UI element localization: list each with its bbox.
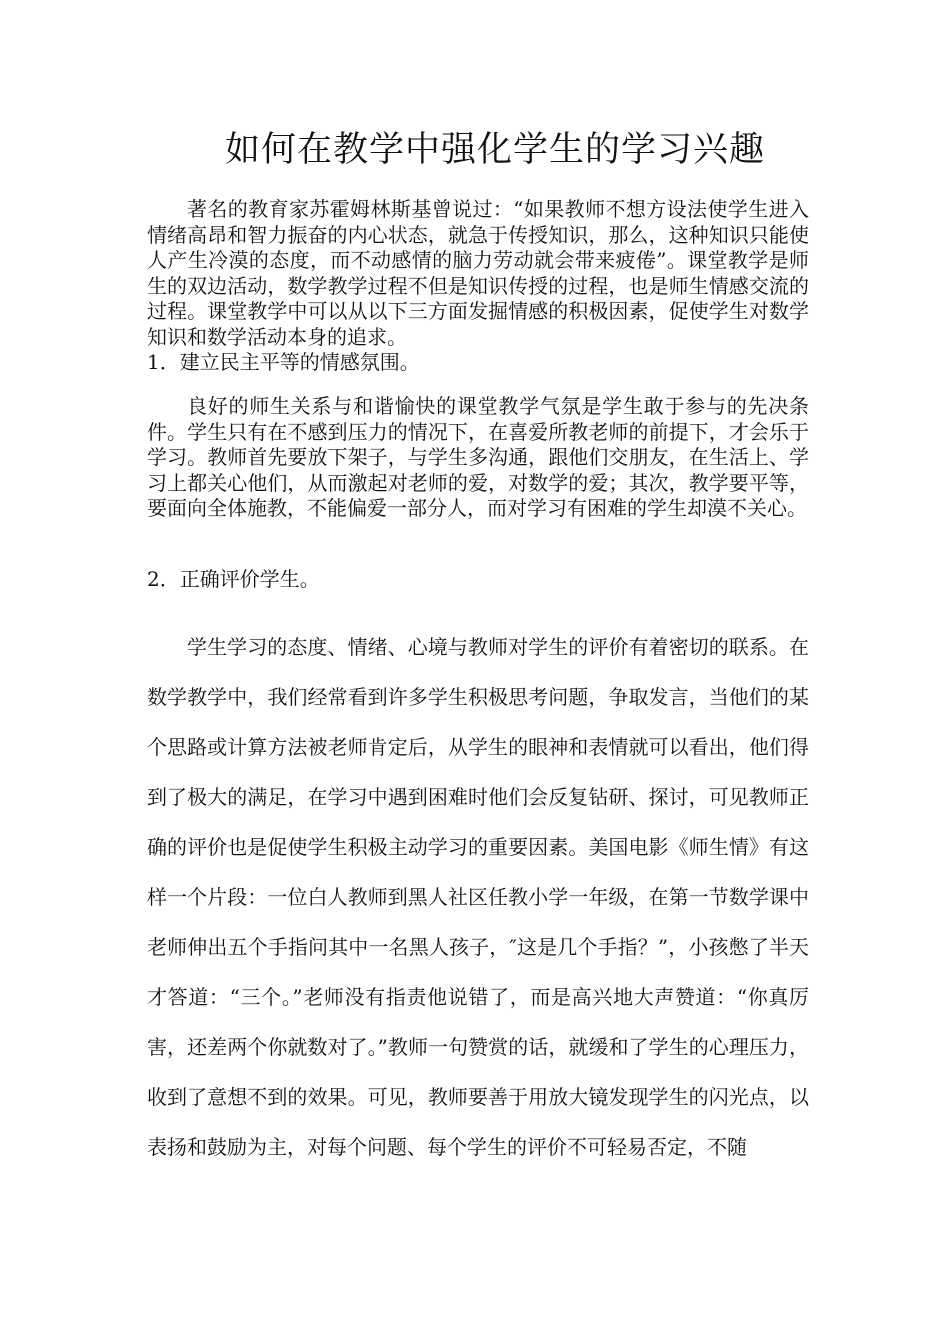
section2-heading: 2．正确评价学生。	[147, 567, 320, 591]
section1-heading: 1．建立民主平等的情感氛围。	[147, 350, 420, 374]
document-title: 如何在教学中强化学生的学习兴趣	[224, 130, 765, 170]
section2-paragraph: 学生学习的态度、情绪、心境与教师对学生的评价有着密切的联系。在数学教学中，我们经常看到许多学生积极思考问题，争取发言，当他们的某个思路或计算方法被老师肯定后，从学生的眼神和表情就可以看出，他们得到了极大的满足，在学习中遇到困难时他们会反复钻研、探讨，可见教师正确的评价也是促使学生积极主动学习的重要因素。美国电影《师生情》有这样一个片段：一位白人教师到黑人社区任教小学一年级，在第一节数学课中老师伸出五个手指问其中一名黑人孩子，″这是几个手指？”，小孩憋了半天才答道：“三个。”老师没有指责他说错了，而是高兴地大声赞道：“你真厉害，还差两个你就数对了。”教师一句赞赏的话，就缓和了学生的心理压力，收到了意想不到的效果。可见，教师要善于用放大镜发现学生的闪光点，以表扬和鼓励为主，对每个问题、每个学生的评价不可轻易否定，不随	[147, 635, 809, 1159]
intro-section	[147, 197, 809, 376]
section1-paragraph: 良好的师生关系与和谐愉快的课堂教学气氛是学生敢于参与的先决条件。学生只有在不感到压力的情况下，在喜爱所教老师的前提下，才会乐于学习。教师首先要放下架子，与学生多沟通，跟他们交朋友，在生活上、学习上都关心他们，从而激起对老师的爱，对数学的爱；其次，教学要平等，要面向全体施教，不能偏爱一部分人，而对学习有困难的学生却漠不关心。	[147, 394, 809, 520]
intro-paragraph: 著名的教育家苏霍姆林斯基曾说过：“如果教师不想方设法使学生进入情绪高昂和智力振奋的内心状态，就急于传授知识，那么，这种知识只能使人产生冷漠的态度，而不动感情的脑力劳动就会带来疲倦”。课堂教学是师生的双边活动，数学教学过程不但是知识传授的过程，也是师生情感交流的过程。课堂教学中可以从以下三方面发掘情感的积极因素，促使学生对数学知识和数学活动本身的追求。	[147, 197, 809, 349]
